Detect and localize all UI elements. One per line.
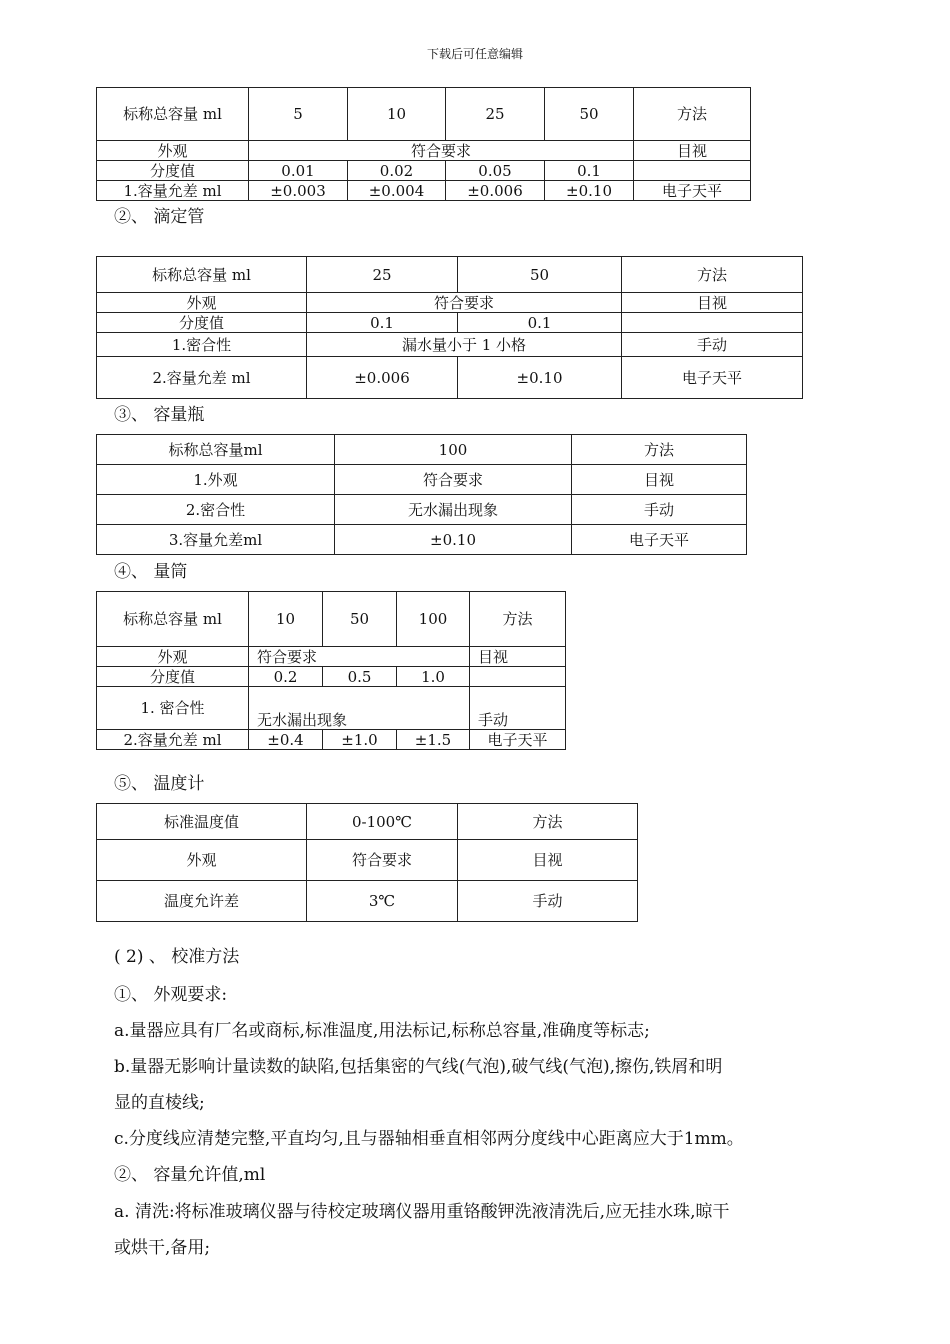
section-heading-calibration-method: ( 2) 、 校准方法 (114, 947, 240, 967)
table-header-cell: 方法 (622, 257, 803, 293)
table-cell: 手动 (622, 333, 803, 357)
table-cell: 符合要求 (307, 840, 458, 881)
table-cell: 0.1 (458, 313, 622, 333)
table-cell: 0.01 (249, 161, 348, 181)
table-cell: 分度值 (97, 667, 249, 687)
table-cell: 无水漏出现象 (249, 687, 470, 730)
table-cell: 3℃ (307, 881, 458, 922)
table-cell: 电子天平 (622, 357, 803, 399)
table-cell: ±0.10 (458, 357, 622, 399)
table-header-cell: 50 (323, 592, 397, 647)
table-header-cell: 标称总容量 ml (97, 257, 307, 293)
table-cell: 目视 (622, 293, 803, 313)
table-cell: 2.容量允差 ml (97, 730, 249, 750)
table-header-cell: 100 (335, 435, 572, 465)
table-cell: 0.02 (348, 161, 446, 181)
table-header-cell: 10 (348, 88, 446, 141)
table-cell: 3.容量允差ml (97, 525, 335, 555)
table-cell: ±1.0 (323, 730, 397, 750)
table-cell (634, 161, 751, 181)
table-cell: 符合要求 (307, 293, 622, 313)
table-cell: 符合要求 (249, 647, 470, 667)
table-header-cell: 100 (397, 592, 470, 647)
table-header-cell: 50 (545, 88, 634, 141)
table-cell: 1.容量允差 ml (97, 181, 249, 201)
table-cell: ±0.006 (307, 357, 458, 399)
section-caption-graduated-cylinder: ④、 量筒 (114, 562, 188, 582)
table-volumetric-flask (96, 434, 747, 555)
table-cell: 外观 (97, 141, 249, 161)
table-cell: 手动 (470, 687, 566, 730)
table-cell: 0.1 (545, 161, 634, 181)
table-cell: 2.容量允差 ml (97, 357, 307, 399)
table-cell: 1. 密合性 (97, 687, 249, 730)
paragraph-line: a. 清洗:将标准玻璃仪器与待校定玻璃仪器用重铬酸钾洗液清洗后,应无挂水珠,晾干 (114, 1202, 730, 1222)
section-caption-thermometer: ⑤、 温度计 (114, 774, 205, 794)
table-cell: ±0.006 (446, 181, 545, 201)
subheading-volume-tolerance: ②、 容量允许值,ml (114, 1165, 266, 1185)
table-cell: 外观 (97, 647, 249, 667)
table-cell: 手动 (572, 495, 747, 525)
table-header-cell: 50 (458, 257, 622, 293)
table-header-cell: 25 (307, 257, 458, 293)
paragraph-line: b.量器无影响计量读数的缺陷,包括集密的气线(气泡),破气线(气泡),擦伤,铁屑和明 (114, 1057, 723, 1077)
table-header-cell: 标准温度值 (97, 804, 307, 840)
table-graduated-cylinder (96, 591, 566, 750)
table-cell: 1.0 (397, 667, 470, 687)
table-cell: 分度值 (97, 161, 249, 181)
table-cell: 0.1 (307, 313, 458, 333)
table-cell: 电子天平 (572, 525, 747, 555)
paragraph-line: 显的直棱线; (114, 1093, 205, 1113)
table-cell: ±0.003 (249, 181, 348, 201)
table-header-cell: 标称总容量 ml (97, 592, 249, 647)
paragraph-line: c.分度线应清楚完整,平直均匀,且与器轴相垂直相邻两分度线中心距离应大于1mm。 (114, 1129, 744, 1149)
table-cell: 手动 (458, 881, 638, 922)
table-cell: ±1.5 (397, 730, 470, 750)
table-cell: 漏水量小于 1 小格 (307, 333, 622, 357)
paragraph-line: 或烘干,备用; (114, 1238, 211, 1258)
table-header-cell: 方法 (458, 804, 638, 840)
table-pipette (96, 87, 751, 201)
table-header-cell: 5 (249, 88, 348, 141)
table-cell: 1.密合性 (97, 333, 307, 357)
section-caption-volumetric-flask: ③、 容量瓶 (114, 405, 205, 425)
table-cell: 目视 (470, 647, 566, 667)
table-cell: 2.密合性 (97, 495, 335, 525)
subheading-appearance-requirements: ①、 外观要求: (114, 985, 228, 1005)
table-cell (470, 667, 566, 687)
table-cell: 外观 (97, 293, 307, 313)
table-burette (96, 256, 803, 399)
table-header-cell: 方法 (470, 592, 566, 647)
table-cell: 目视 (572, 465, 747, 495)
table-cell: 符合要求 (335, 465, 572, 495)
section-caption-burette: ②、 滴定管 (114, 207, 205, 227)
table-cell: 电子天平 (470, 730, 566, 750)
table-header-cell: 0-100℃ (307, 804, 458, 840)
table-cell: 温度允许差 (97, 881, 307, 922)
page-header: 下载后可任意编辑 (426, 47, 523, 61)
table-cell: 目视 (634, 141, 751, 161)
table-cell: ±0.10 (545, 181, 634, 201)
table-cell (622, 313, 803, 333)
table-cell: 符合要求 (249, 141, 634, 161)
table-cell: 0.5 (323, 667, 397, 687)
table-cell: 电子天平 (634, 181, 751, 201)
table-header-cell: 10 (249, 592, 323, 647)
table-thermometer (96, 803, 638, 922)
table-cell: 0.2 (249, 667, 323, 687)
table-cell: 外观 (97, 840, 307, 881)
table-cell: 1.外观 (97, 465, 335, 495)
table-cell: 目视 (458, 840, 638, 881)
table-header-cell: 25 (446, 88, 545, 141)
table-header-cell: 方法 (634, 88, 751, 141)
table-cell: ±0.10 (335, 525, 572, 555)
table-header-cell: 标称总容量ml (97, 435, 335, 465)
table-header-cell: 标称总容量 ml (97, 88, 249, 141)
paragraph-line: a.量器应具有厂名或商标,标准温度,用法标记,标称总容量,准确度等标志; (114, 1021, 650, 1041)
table-cell: ±0.004 (348, 181, 446, 201)
table-cell: ±0.4 (249, 730, 323, 750)
table-cell: 无水漏出现象 (335, 495, 572, 525)
table-header-cell: 方法 (572, 435, 747, 465)
table-cell: 0.05 (446, 161, 545, 181)
table-cell: 分度值 (97, 313, 307, 333)
